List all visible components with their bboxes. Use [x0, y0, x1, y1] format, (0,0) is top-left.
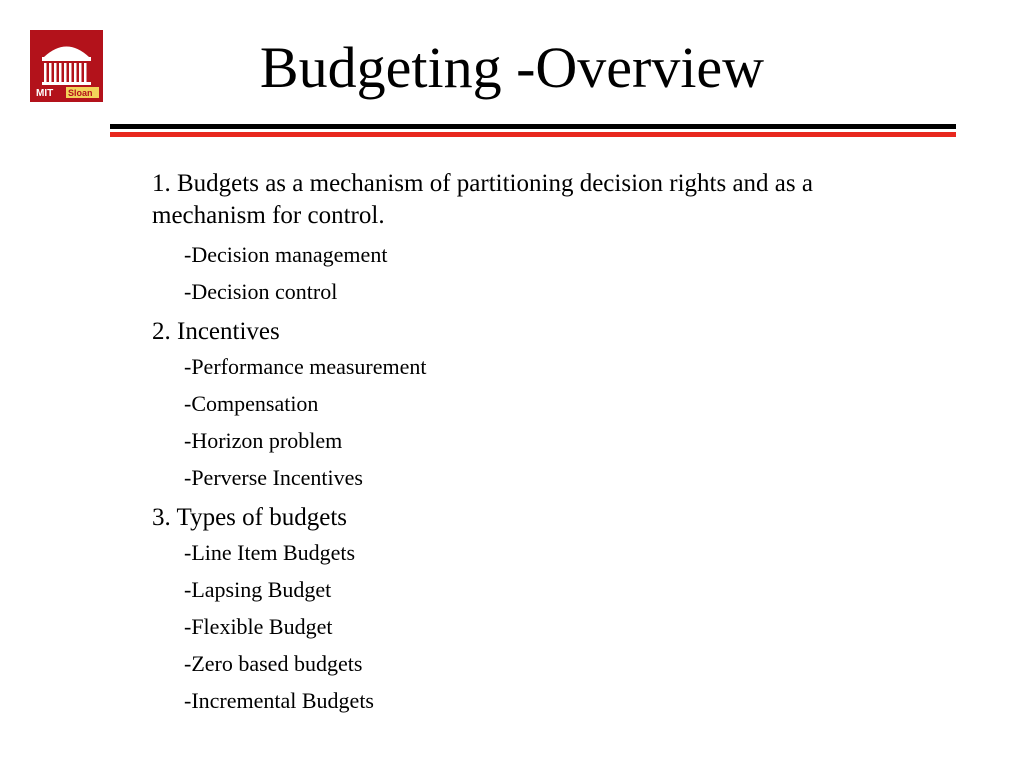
sub-item: -Decision control — [184, 279, 338, 304]
sub-item: -Zero based budgets — [184, 651, 363, 676]
section-heading: 3. Types of budgets — [152, 504, 347, 531]
sub-item: -Compensation — [184, 391, 319, 416]
sub-item: -Perverse Incentives — [184, 465, 363, 490]
svg-text:Sloan: Sloan — [68, 88, 93, 98]
svg-text:MIT: MIT — [36, 88, 54, 99]
sub-item: -Incremental Budgets — [184, 688, 374, 713]
sub-item: -Performance measurement — [184, 354, 427, 379]
sub-item: -Lapsing Budget — [184, 577, 332, 602]
sub-item: -Decision management — [184, 242, 388, 267]
title-rule-black — [110, 124, 956, 129]
section-heading: 1. Budgets as a mechanism of partitioning decision rights and as a mechanism for control. — [152, 170, 813, 229]
sub-item: -Horizon problem — [184, 428, 343, 453]
outline-content — [152, 168, 912, 725]
section-heading: 2. Incentives — [152, 318, 280, 345]
sub-item: -Line Item Budgets — [184, 540, 356, 565]
sub-item: -Flexible Budget — [184, 614, 333, 639]
page-title: Budgeting -Overview — [259, 35, 765, 100]
section-decision-rights — [152, 168, 912, 304]
title-rule-red — [110, 132, 956, 137]
section-incentives — [152, 316, 912, 490]
section-budget-types — [152, 502, 912, 713]
